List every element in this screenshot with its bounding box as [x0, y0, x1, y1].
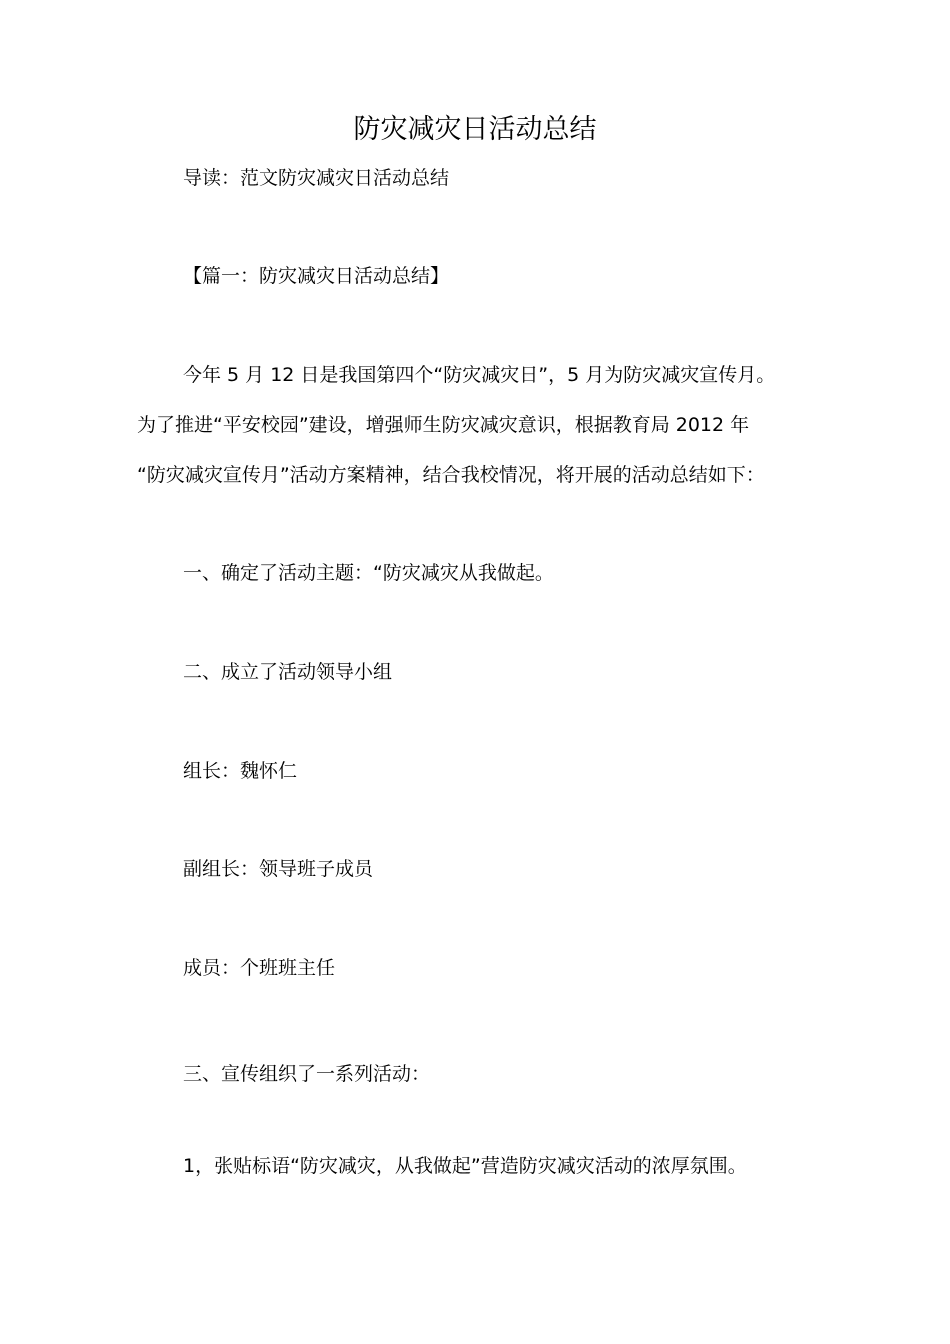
item-leadership-group: 二、成立了活动领导小组 — [183, 661, 393, 683]
section-heading: 【篇一：防灾减灾日活动总结】 — [183, 265, 450, 287]
item-members: 成员：个班班主任 — [183, 957, 336, 979]
item-theme: 一、确定了活动主题：“防灾减灾从我做起。 — [183, 562, 554, 584]
paragraph-line-3: “防灾减灾宣传月”活动方案精神，结合我校情况，将开展的活动总结如下： — [137, 464, 765, 486]
paragraph-line-2: 为了推进“平安校园”建设，增强师生防灾减灾意识，根据教育局 2012 年 — [137, 414, 750, 436]
item-slogan: 1，张贴标语“防灾减灾，从我做起”营造防灾减灾活动的浓厚氛围。 — [183, 1155, 747, 1177]
item-deputy-leader: 副组长：领导班子成员 — [183, 858, 374, 880]
document-title: 防灾减灾日活动总结 — [353, 114, 597, 145]
item-group-leader: 组长：魏怀仁 — [183, 760, 298, 782]
intro-line: 导读：范文防灾减灾日活动总结 — [183, 167, 450, 189]
item-activities: 三、宣传组织了一系列活动： — [183, 1063, 431, 1085]
paragraph-line-1: 今年 5 月 12 日是我国第四个“防灾减灾日”，5 月为防灾减灾宣传月。 — [183, 364, 776, 386]
